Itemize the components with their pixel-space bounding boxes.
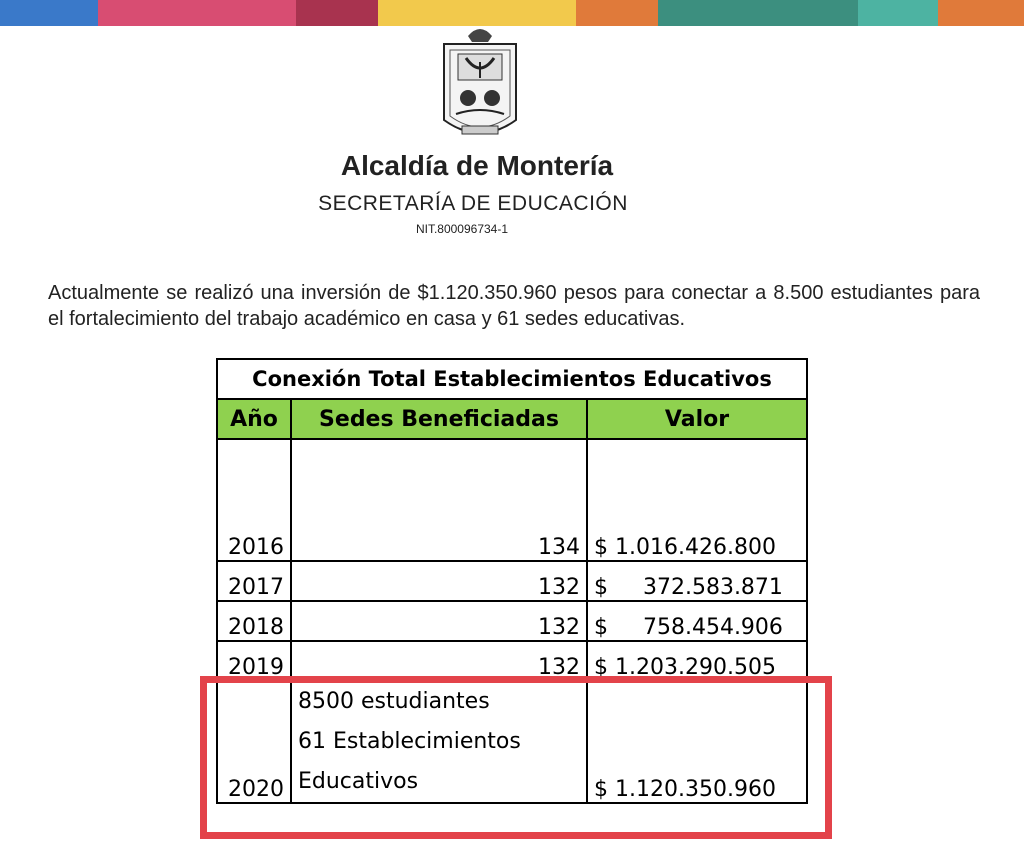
nit-number: NIT.800096734-1 (415, 222, 509, 236)
column-header-year: Año (217, 399, 291, 439)
cell-valor: $ 372.583.871 (587, 561, 807, 601)
coat-of-arms-icon (438, 22, 522, 144)
table-row (217, 439, 807, 561)
cell-valor: $ 1.016.426.800 (587, 439, 807, 561)
cell-valor: $ 758.454.906 (587, 601, 807, 641)
body-paragraph: Actualmente se realizó una inversión de $1.120.350.960 pesos para conectar a 8.500 estudiantes para el fortalecimiento del trabajo académico en casa y 61 sedes educativas. (48, 282, 980, 330)
table-row (217, 641, 807, 681)
cell-sedes: 132 (291, 561, 587, 601)
sedes-line: 61 Establecimientos (298, 729, 521, 754)
page-title: Alcaldía de Montería (340, 150, 614, 181)
table-row (217, 681, 807, 803)
cell-sedes (291, 681, 587, 803)
cell-sedes: 134 (291, 439, 587, 561)
cell-valor: $ 1.203.290.505 (587, 641, 807, 681)
cell-sedes: 132 (291, 641, 587, 681)
cell-year: 2017 (217, 561, 291, 601)
table-title: Conexión Total Establecimientos Educativos (217, 359, 807, 399)
stripe-segment (576, 0, 658, 26)
stripe-segment (858, 0, 938, 26)
data-table (216, 358, 808, 804)
column-header-sedes: Sedes Beneficiadas (291, 399, 587, 439)
stripe-segment (98, 0, 296, 26)
column-header-valor: Valor (587, 399, 807, 439)
stripe-segment (0, 0, 98, 26)
stripe-segment (938, 0, 1024, 26)
cell-year: 2016 (217, 439, 291, 561)
stripe-segment (296, 0, 378, 26)
table-row (217, 561, 807, 601)
sedes-line: 8500 estudiantes (298, 689, 490, 714)
cell-year: 2019 (217, 641, 291, 681)
cell-year: 2020 (217, 681, 291, 803)
cell-valor: $ 1.120.350.960 (587, 681, 807, 803)
stripe-segment (658, 0, 858, 26)
table-row (217, 601, 807, 641)
page-subtitle: SECRETARÍA DE EDUCACIÓN (318, 192, 628, 215)
cell-sedes: 132 (291, 601, 587, 641)
cell-year: 2018 (217, 601, 291, 641)
sedes-line: Educativos (298, 769, 419, 794)
